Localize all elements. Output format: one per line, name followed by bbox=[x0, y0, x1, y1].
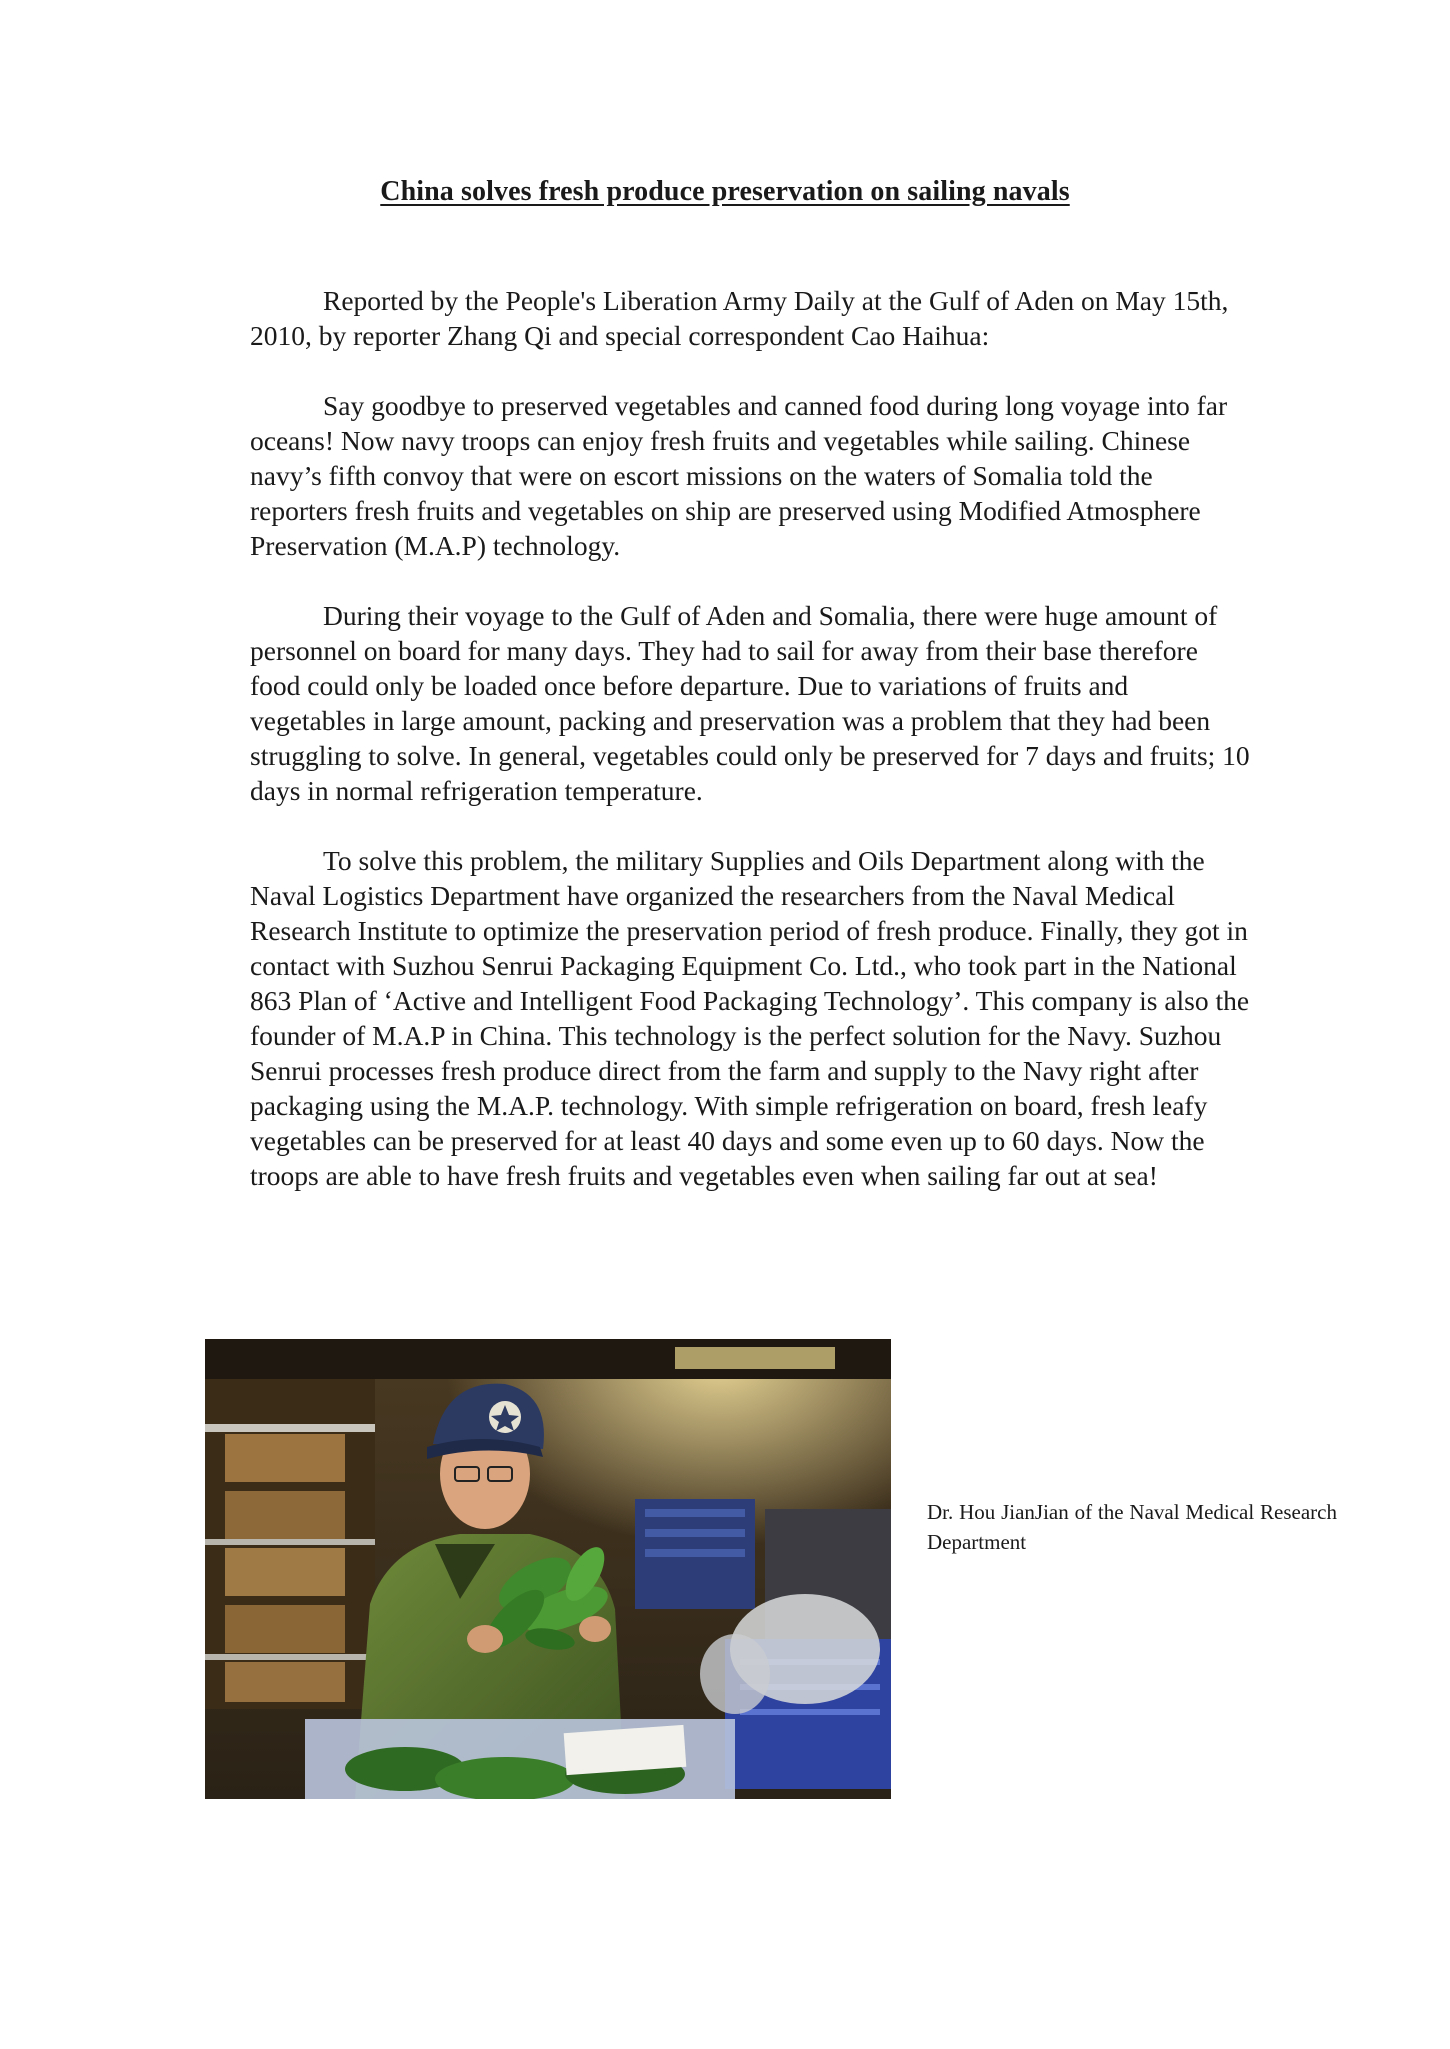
researcher-photo bbox=[205, 1339, 891, 1799]
photo-caption: Dr. Hou JianJian of the Naval Medical Research Department bbox=[927, 1500, 1337, 1554]
article-title: China solves fresh produce preservation on sailing navals bbox=[380, 176, 1070, 207]
photo-illustration bbox=[205, 1339, 891, 1799]
paragraph-byline: Reported by the People's Liberation Army Daily at the Gulf of Aden on May 15th, 2010, by reporter Zhang Qi and special correspondent Cao Haihua: bbox=[250, 285, 1229, 351]
article-body bbox=[250, 283, 1250, 1228]
paragraph-problem: During their voyage to the Gulf of Aden and Somalia, there were huge amount of personnel on board for many days. They had to sail for away from their base therefore food could only be loaded once before departure. Due to variations of fruits and vegetables in large amount, packing and preservation was a problem that they had been struggling to solve. In general, vegetables could only be preserved for 7 days and fruits; 10 days in normal refrigeration temperature. bbox=[250, 600, 1250, 806]
paragraph-solution: To solve this problem, the military Supplies and Oils Department along with the Naval Logistics Department have organized the researchers from the Naval Medical Research Institute to optimize the preservation period of fresh produce. Finally, they got in contact with Suzhou Senrui Packaging Equipment Co. Ltd., who took part in the National 863 Plan of ‘Active and Intelligent Food Packaging Technology’. This company is also the founder of M.A.P in China. This technology is the perfect solution for the Navy. Suzhou Senrui processes fresh produce direct from the farm and supply to the Navy right after packaging using the M.A.P. technology. With simple refrigeration on board, fresh leafy vegetables can be preserved for at least 40 days and some even up to 60 days. Now the troops are able to have fresh fruits and vegetables even when sailing far out at sea! bbox=[250, 845, 1250, 1191]
paragraph-intro: Say goodbye to preserved vegetables and canned food during long voyage into far oceans! Now navy troops can enjoy fresh fruits and vegetables while sailing. Chinese navy’s fifth convoy that were on escort missions on the waters of Somalia told the reporters fresh fruits and vegetables on ship are preserved using Modified Atmosphere Preservation (M.A.P) technology. bbox=[250, 390, 1228, 561]
